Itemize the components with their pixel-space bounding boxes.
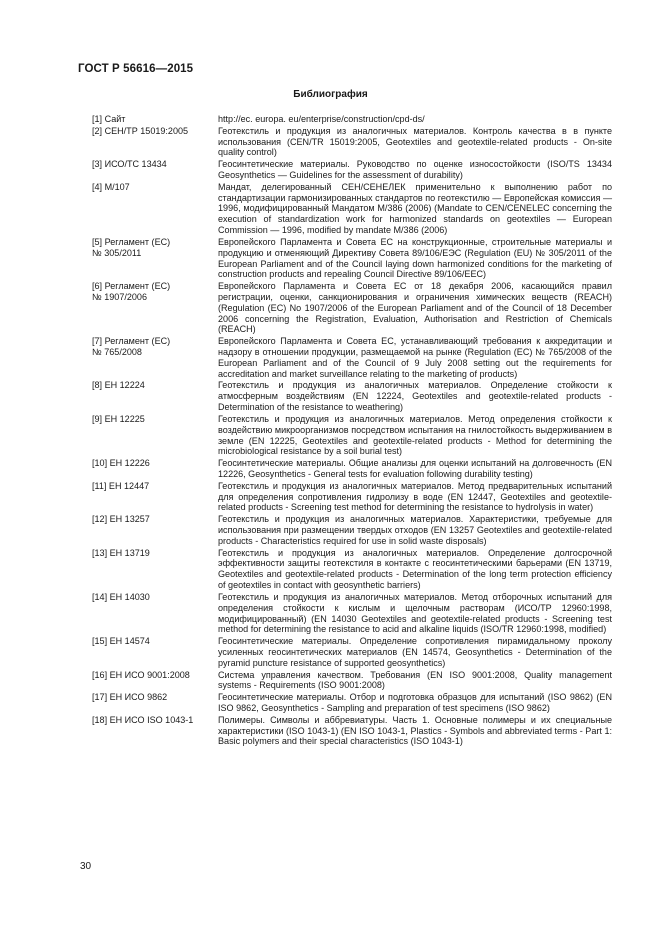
page-number: 30 <box>80 861 92 872</box>
bibliography-entry <box>92 159 612 181</box>
bibliography-entry <box>92 126 612 159</box>
bibliography-list <box>92 114 612 748</box>
bibliography-entry <box>92 237 612 280</box>
reference-label: [8] ЕН 12224 <box>92 380 145 391</box>
reference-label: [17] ЕН ИСО 9862 <box>92 692 168 703</box>
bibliography-entry <box>92 592 612 635</box>
reference-description: Геосинтетические материалы. Отбор и подготовка образцов для испытаний (ISO 9862) (EN ISO 9862, Geosynthetics - Sampling and preparation of test specimens (ISO 9862) <box>218 692 612 713</box>
bibliography-entry <box>92 715 612 748</box>
reference-label: [18] ЕН ИСО ISO 1043-1 <box>92 714 194 725</box>
reference-description: Мандат, делегированный СЕН/СЕНЕЛЕК применительно к выполнению работ по стандартизации гармонизированных стандартов по геотекстилю — Европейская комиссия — 1996, модифицированный Мандатом М/386 (2006) (Mandate to CEN/CENELEC concerning the execution of standardization work for harmonized standards on geotextiles — European Commission — 1996, modified by mandate M/386 (2006) <box>218 181 612 236</box>
bibliography-entry <box>92 414 612 457</box>
reference-label: [16] ЕН ИСО 9001:2008 <box>92 669 190 680</box>
reference-description: Геосинтетические материалы. Общие анализы для оценки испытаний на долговечность (EN 12226, Geosynthetics - General tests for evaluation following durability testing) <box>218 458 612 480</box>
bibliography-entry <box>92 670 612 692</box>
bibliography-entry <box>92 114 612 125</box>
reference-description: Геотекстиль и продукция из аналогичных материалов. Определение долгосрочной эффективности защиты геотекстиля в контакте с геосинтетическими барьерами (EN 13719, Geotextiles and geotextile-related products - Determination of the long term protection efficiency of geotextiles in contact with geosynthetic barriers) <box>218 547 612 591</box>
reference-description: Геотекстиль и продукция из аналогичных материалов. Характеристики, требуемые для использования при размещении твердых отходов (EN 13257 Geotextiles and geotextile-related products - Characteristics required for use in solid waste disposals) <box>218 514 612 546</box>
bibliography-entry <box>92 182 612 236</box>
reference-description: Геотекстиль и продукция из аналогичных материалов. Метод отборочных испытаний для определения стойкости к кислым и щелочным растворам (ИСО/ТР 12960:1998, модифицированный) (EN 14030 Geotextiles and geotextile-related products - Screening test method for determining the resistance to acid and alkaline liquids (ISO/TR 12960:1998, modified) <box>218 591 612 635</box>
reference-label: [12] ЕН 13257 <box>92 514 150 525</box>
reference-description: Геотекстиль и продукция из аналогичных материалов. Метод предварительных испытаний для определения сопротивления гидролизу в воде (EN 12447, Geotextiles and geotextile-related products - Screening test method for determining the resistance to hydrolysis in water) <box>218 480 612 513</box>
reference-label: [1] Сайт <box>92 114 126 124</box>
reference-label: [11] ЕН 12447 <box>92 480 150 491</box>
bibliography-entry <box>92 458 612 480</box>
reference-label: [7] Регламент (ЕС) № 765/2008 <box>92 336 171 358</box>
bibliography-entry <box>92 548 612 591</box>
bibliography-entry <box>92 281 612 335</box>
bibliography-entry <box>92 380 612 413</box>
bibliography-entry <box>92 336 612 379</box>
reference-description: Система управления качеством. Требования (EN ISO 9001:2008, Quality management systems - Requirements (ISO 9001:2008) <box>218 669 612 691</box>
bibliography-entry <box>92 514 612 547</box>
reference-label: [15] ЕН 14574 <box>92 636 150 647</box>
reference-label: [6] Регламент (ЕС) № 1907/2006 <box>92 281 171 302</box>
reference-label: [10] ЕН 12226 <box>92 458 150 469</box>
reference-description: Геотекстиль и продукция из аналогичных материалов. Контроль качества в в пункте использования (CEN/TR 15019:2005, Geotextiles and geotextile-related products - On-site quality control) <box>218 125 612 158</box>
reference-description: Геосинтетические материалы. Определение сопротивления пирамидальному проколу усиленных геосинтетических материалов (EN 14574, Geosynthetics - Determination of the pyramid puncture resistance of supported geosynthetics) <box>218 636 612 668</box>
reference-label: [14] ЕН 14030 <box>92 591 150 602</box>
reference-description: Геотекстиль и продукция из аналогичных материалов. Метод определения стойкости к воздействию микроорганизмов посредством испытания на гнилостойкость выдерживанием в земле (EN 12225, Geotextiles and geotextile-related products - Method for determining the microbiological resistance by a soil burial test) <box>218 413 612 457</box>
standard-code: ГОСТ Р 56616—2015 <box>78 63 194 75</box>
reference-description: Европейского Парламента и Совета ЕС на конструкционные, строительные материалы и продукцию и отменяющий Директиву Совета 89/106/ЕЭС (Regulation (EU) № 305/2011 of the European Parliament and of the Council laying down harmonized conditions for the marketing of construction products and repealing Council Directive 89/106/EEC) <box>218 236 612 280</box>
section-title: Библиография <box>293 89 368 100</box>
reference-description: http://ec. europa. eu/enterprise/construction/cpd-ds/ <box>218 114 425 124</box>
reference-label: [3] ИСО/ТС 13434 <box>92 159 167 170</box>
reference-description: Полимеры. Символы и аббревиатуры. Часть 1. Основные полимеры и их специальные характеристики (ISO 1043-1) (EN ISO 1043-1, Plastics - Symbols and abbreviated terms - Part 1: Basic polymers and their special characteristics (ISO 1043-1) <box>218 714 612 747</box>
reference-label: [2] СЕН/ТР 15019:2005 <box>92 125 189 136</box>
reference-description: Европейского Парламента и Совета ЕС, устанавливающий требования к аккредитации и надзору в отношении продукции, размещаемой на рынке (Regulation (EC) № 765/2008 of the European Parliament and of the Council of 9 July 2008 setting out the requirements for accreditation and market surveillance relating to the marketing of products) <box>218 336 612 379</box>
bibliography-entry <box>92 692 612 714</box>
reference-label: [5] Регламент (ЕС) № 305/2011 <box>92 236 171 258</box>
reference-description: Геосинтетические материалы. Руководство по оценке износостойкости (ISO/TS 13434 Geosynthetics — Guidelines for the assessment of durability) <box>218 159 612 180</box>
reference-label: [13] ЕН 13719 <box>92 547 150 558</box>
reference-description: Европейского Парламента и Совета ЕС от 18 декабря 2006, касающийся правил регистрации, оценки, санкционирования и ограничения химических веществ (REACH) (Regulation (EC) No 1907/2006 of the European Parliament and of the Council of 18 December 2006 concerning the Registration, Evaluation, Authorisation and Restriction of Chemicals (REACH) <box>218 281 612 335</box>
bibliography-entry <box>92 481 612 514</box>
reference-description: Геотекстиль и продукция из аналогичных материалов. Определение стойкости к атмосферным воздействиям (EN 12224, Geotextiles and geotextile-related products - Determination of the resistance to weathering) <box>218 380 612 413</box>
reference-label: [4] М/107 <box>92 181 130 192</box>
bibliography-entry <box>92 636 612 669</box>
reference-label: [9] ЕН 12225 <box>92 413 145 424</box>
